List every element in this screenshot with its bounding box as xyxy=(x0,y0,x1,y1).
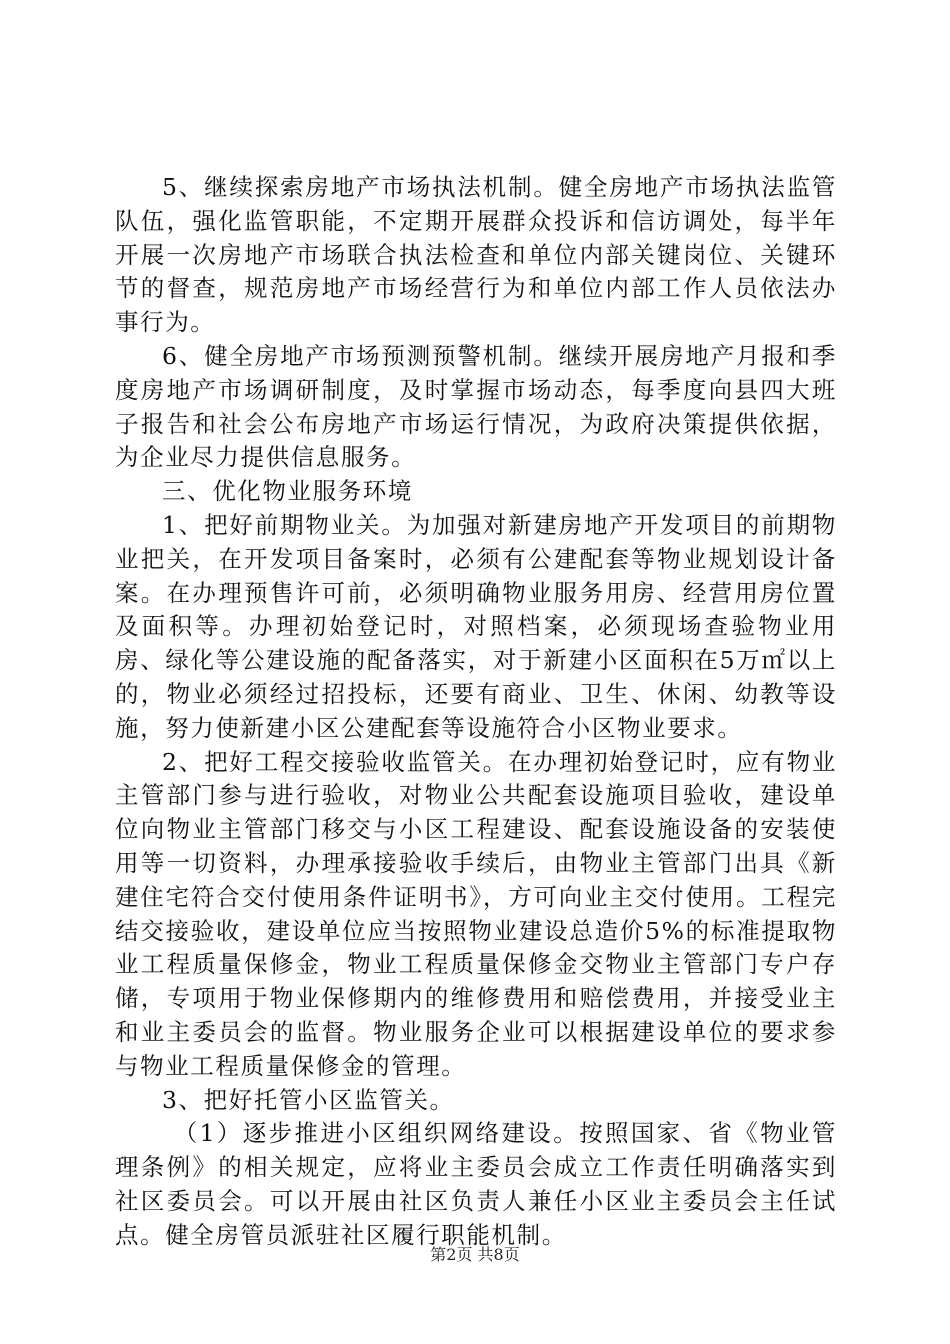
paragraph-item-6-forecast: 6、健全房地产市场预测预警机制。继续开展房地产月报和季度房地产市场调研制度，及时掌握市场动态，每季度向县四大班子报告和社会公布房地产市场运行情况，为政府决策提供依据，为企业尽力提供信息服务。 xyxy=(115,341,837,472)
page-footer: 第2页 共8页 xyxy=(430,1245,520,1264)
paragraph-item-3-supervision: 3、把好托管小区监管关。 xyxy=(162,1085,455,1114)
paragraph-item-5-enforcement: 5、继续探索房地产市场执法机制。健全房地产市场执法监管队伍，强化监管职能，不定期开展群众投诉和信访调处，每半年开展一次房地产市场联合执法检查和单位内部关键岗位、关键环节的督查，规范房地产市场经营行为和单位内部工作人员依法办事行为。 xyxy=(115,173,837,337)
paragraph-item-1-early-property: 1、把好前期物业关。为加强对新建房地产开发项目的前期物业把关，在开发项目备案时，必须有公建配套等物业规划设计备案。在办理预售许可前，必须明确物业服务用房、经营用房位置及面积等。办理初始登记时，对照档案，必须现场查验物业用房、绿化等公建设施的配备落实，对于新建小区面积在5万㎡以上的，物业必须经过招投标，还要有商业、卫生、休闲、幼教等设施，努力使新建小区公建配套等设施符合小区物业要求。 xyxy=(115,510,837,742)
document-body xyxy=(115,171,837,1253)
paragraph-subitem-1-network: （1）逐步推进小区组织网络建设。按照国家、省《物业管理条例》的相关规定，应将业主委员会成立工作责任明确落实到社区委员会。可以开展由社区负责人兼任小区业主委员会主任试点。健全房管员派驻社区履行职能机制。 xyxy=(115,1119,837,1249)
section-heading-property-service: 三、优化物业服务环境 xyxy=(162,477,413,506)
paragraph-item-2-acceptance: 2、把好工程交接验收监管关。在办理初始登记时，应有物业主管部门参与进行验收，对物业公共配套设施项目验收，建设单位向物业主管部门移交与小区工程建设、配套设施设备的安装使用等一切资料，办理承接验收手续后，由物业主管部门出具《新建住宅符合交付使用条件证明书》，方可向业主交付使用。工程完结交接验收，建设单位应当按照物业建设总造价5%的标准提取物业工程质量保修金，物业工程质量保修金交物业主管部门专户存储，专项用于物业保修期内的维修费用和赔偿费用，并接受业主和业主委员会的监督。物业服务企业可以根据建设单位的要求参与物业工程质量保修金的管理。 xyxy=(115,747,837,1080)
